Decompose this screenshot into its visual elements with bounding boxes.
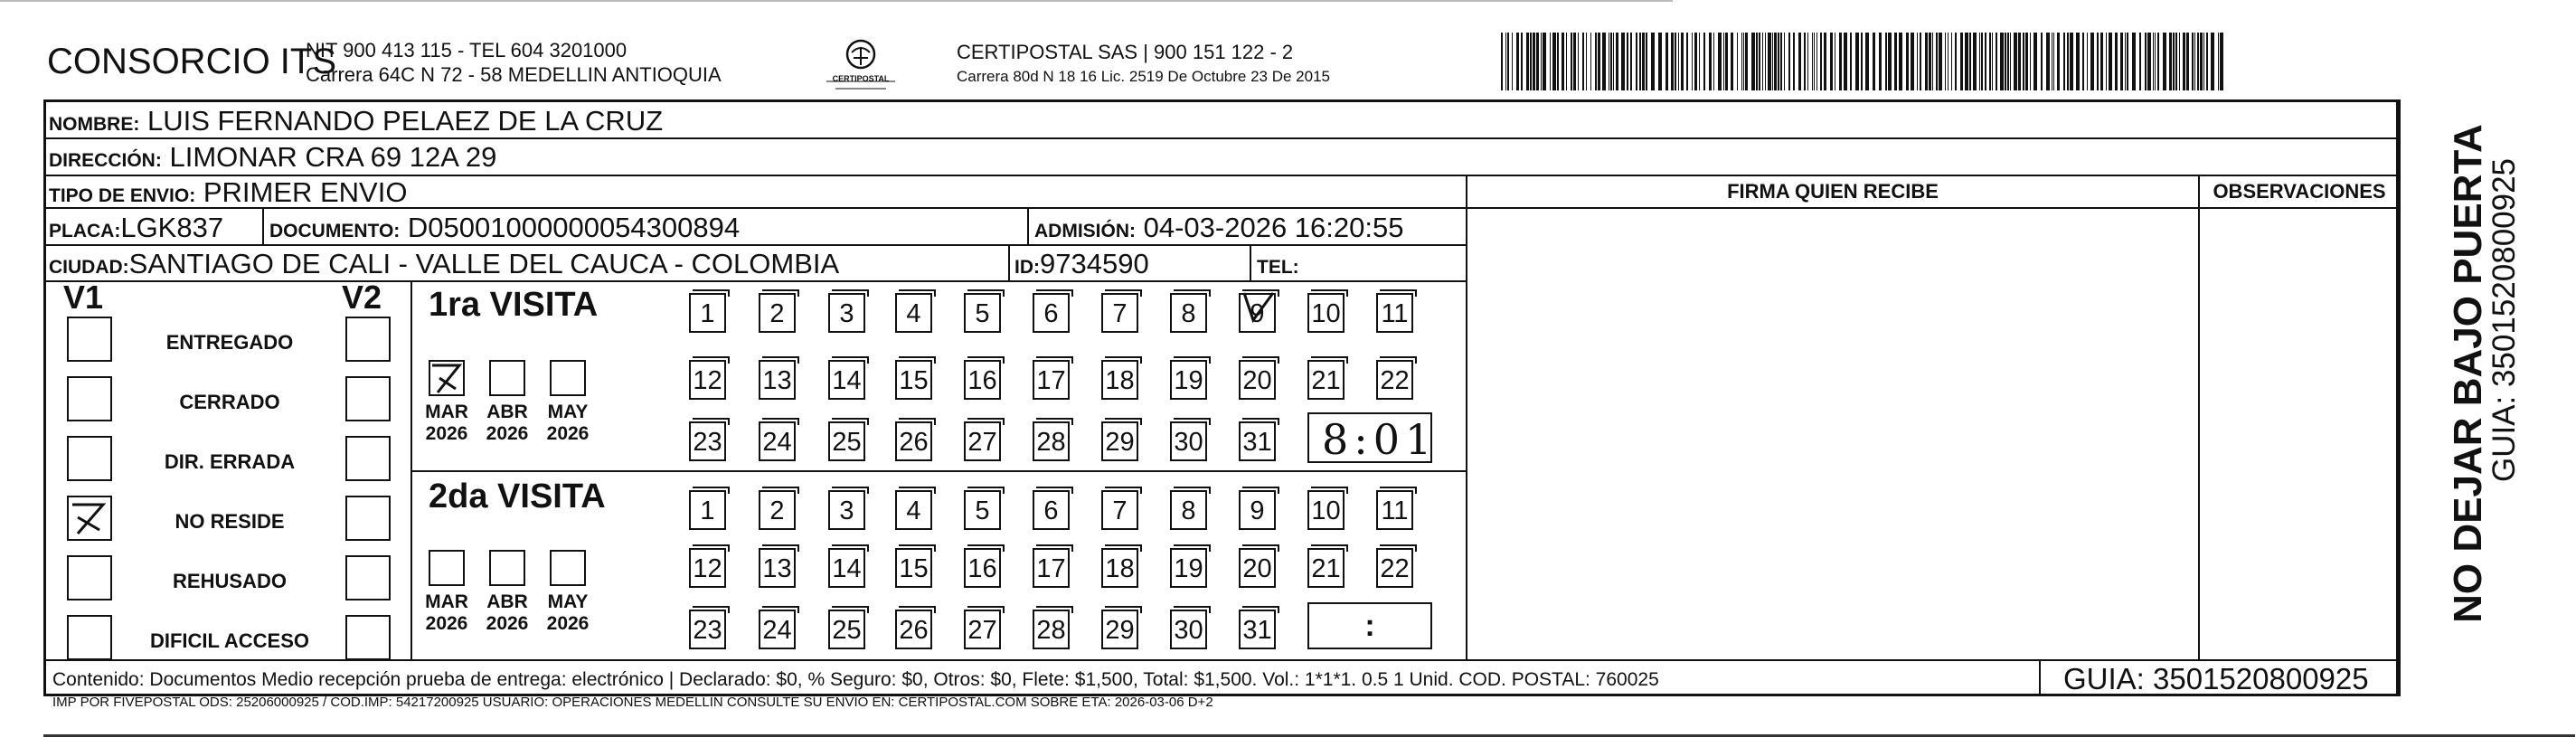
certipostal-info	[957, 40, 1330, 89]
day-box[interactable]: 18	[1101, 548, 1138, 588]
month-checkbox[interactable]	[429, 360, 465, 396]
documento-cell	[269, 212, 740, 244]
placa-value: LGK837	[120, 212, 224, 243]
id-value: 9734590	[1040, 248, 1149, 279]
day-box[interactable]: 30	[1170, 421, 1207, 461]
day-box[interactable]: 16	[964, 360, 1001, 400]
nit-line: NIT 900 413 115 - TEL 604 3201000	[306, 39, 627, 61]
tipo-envio-value: PRIMER ENVIO	[203, 176, 408, 208]
day-box[interactable]: 3	[828, 293, 865, 333]
company-name: CONSORCIO ITS	[47, 42, 337, 81]
nombre-label: NOMBRE:	[49, 114, 140, 135]
side-panel	[2414, 109, 2523, 651]
v1-checkbox[interactable]	[67, 376, 112, 421]
month-name: ABR	[486, 402, 528, 422]
day-box[interactable]: 22	[1376, 360, 1413, 400]
logo-text: CERTIPOSTAL	[832, 74, 890, 83]
status-label: DIFICIL ACCESO	[149, 629, 309, 652]
visit2-hour-box[interactable]: :	[1307, 602, 1432, 649]
company-address: Carrera 64C N 72 - 58 MEDELLIN ANTIOQUIA	[306, 63, 722, 86]
day-box[interactable]: 5	[964, 490, 1001, 530]
day-box[interactable]: 17	[1033, 548, 1070, 588]
day-box[interactable]: 21	[1307, 548, 1345, 588]
v2-checkbox[interactable]	[345, 376, 391, 421]
visit2-title: 2da VISITA	[429, 478, 606, 515]
month-label	[420, 591, 474, 635]
month-checkbox[interactable]	[550, 360, 586, 396]
tel-cell	[1257, 248, 1299, 280]
v2-header: V2	[342, 279, 382, 316]
nombre-row	[49, 105, 663, 137]
visit1-title: 1ra VISITA	[429, 286, 599, 324]
day-box[interactable]: 28	[1033, 610, 1070, 649]
month-name: ABR	[486, 591, 528, 612]
visit1-hour: 8:01	[1322, 415, 1438, 464]
status-label: REHUSADO	[173, 570, 287, 592]
status-label: ENTREGADO	[165, 331, 294, 354]
day-box[interactable]: 10	[1307, 490, 1345, 530]
day-box[interactable]: 1	[689, 490, 726, 530]
documento-value: D05001000000054300894	[407, 212, 741, 243]
certipostal-logo	[814, 36, 908, 94]
day-box[interactable]: 1	[689, 293, 726, 333]
day-box[interactable]: 11	[1376, 293, 1413, 333]
handwritten-check-mark	[1241, 288, 1277, 338]
month-year: 2026	[546, 423, 590, 444]
day-box[interactable]: 3	[828, 490, 865, 530]
day-box[interactable]: 25	[828, 421, 865, 461]
day-box[interactable]: 7	[1101, 293, 1138, 333]
day-box[interactable]: 31	[1239, 610, 1276, 649]
day-box[interactable]: 28	[1033, 421, 1070, 461]
month-name: MAR	[425, 402, 468, 422]
documento-label: DOCUMENTO:	[269, 221, 401, 241]
company-info	[306, 38, 722, 87]
scan-edge	[43, 734, 2575, 737]
admision-label: ADMISIÓN:	[1034, 221, 1136, 241]
tipo-envio-label: TIPO DE ENVIO:	[49, 185, 196, 206]
month-year: 2026	[425, 613, 468, 634]
side-guia: GUIA: 3501520800925	[2486, 157, 2522, 483]
day-box[interactable]: 20	[1239, 548, 1276, 588]
v2-checkbox[interactable]	[345, 555, 391, 600]
observations-area[interactable]	[2200, 209, 2399, 657]
col-divider	[1250, 244, 1251, 280]
admision-cell	[1034, 212, 1403, 244]
day-box[interactable]: 16	[964, 548, 1001, 588]
day-box[interactable]: 5	[964, 293, 1001, 333]
col-divider	[1027, 207, 1029, 244]
row-divider	[43, 137, 2399, 139]
day-box[interactable]: 23	[689, 421, 726, 461]
month-year: 2026	[425, 423, 468, 444]
day-box[interactable]: 14	[828, 360, 865, 400]
month-checkbox[interactable]	[489, 550, 525, 586]
day-box[interactable]: 24	[759, 421, 796, 461]
direccion-value: LIMONAR CRA 69 12A 29	[169, 141, 497, 173]
day-box[interactable]: 25	[828, 610, 865, 649]
ciudad-label: CIUDAD:	[49, 257, 129, 278]
v2-checkbox[interactable]	[345, 496, 391, 541]
status-label: NO RESIDE	[175, 510, 285, 533]
v2-checkbox[interactable]	[345, 436, 391, 481]
day-box[interactable]: 4	[895, 490, 932, 530]
day-box[interactable]: 10	[1307, 293, 1345, 333]
day-box[interactable]: 2	[759, 490, 796, 530]
month-checkbox[interactable]	[489, 360, 525, 396]
certipostal-license: Carrera 80d N 18 16 Lic. 2519 De Octubre 23 De 2015	[957, 68, 1330, 85]
month-name: MAR	[425, 591, 468, 612]
day-box[interactable]: 19	[1170, 548, 1207, 588]
barcode	[1501, 33, 2224, 90]
placa-cell	[49, 212, 223, 244]
day-box[interactable]: 20	[1239, 360, 1276, 400]
row-divider	[43, 244, 1466, 246]
day-box[interactable]: 19	[1170, 360, 1207, 400]
col-divider	[410, 280, 412, 659]
tel-label: TEL:	[1257, 257, 1299, 278]
day-box[interactable]: 9	[1239, 490, 1276, 530]
visit-divider	[410, 470, 1466, 472]
certipostal-line: CERTIPOSTAL SAS | 900 151 122 - 2	[957, 41, 1294, 63]
col-divider	[2039, 659, 2041, 696]
day-box[interactable]: 27	[964, 610, 1001, 649]
id-cell	[1014, 248, 1149, 280]
col-divider	[262, 207, 264, 244]
day-box[interactable]: 30	[1170, 610, 1207, 649]
v1-checkbox[interactable]	[67, 317, 112, 362]
day-box[interactable]: 14	[828, 548, 865, 588]
day-box[interactable]: 26	[895, 610, 932, 649]
row-divider	[43, 280, 1466, 282]
footer-print-info: IMP POR FIVEPOSTAL ODS: 25206000925 / COD.IMP: 54217200925 USUARIO: OPERACIONES MEDELLIN CONSULTE SU ENVIO EN: CERTIPOSTAL.COM SOBRE ETA: 2026-03-06 D+2	[52, 695, 1213, 710]
footer-divider	[43, 659, 2399, 661]
direccion-label: DIRECCIÓN:	[49, 150, 162, 171]
day-box[interactable]: 13	[759, 548, 796, 588]
observaciones-header: OBSERVACIONES	[2213, 180, 2386, 203]
id-label: ID:	[1014, 257, 1040, 278]
month-label	[480, 402, 534, 445]
month-checkbox[interactable]	[550, 550, 586, 586]
day-box[interactable]: 15	[895, 360, 932, 400]
day-box[interactable]: 8	[1170, 293, 1207, 333]
direccion-row	[49, 141, 496, 174]
tipo-envio-row	[49, 176, 407, 209]
month-label	[420, 402, 474, 445]
v1-checkbox[interactable]	[67, 496, 112, 541]
day-box[interactable]: 7	[1101, 490, 1138, 530]
signature-area[interactable]	[1467, 209, 2198, 657]
status-label: DIR. ERRADA	[164, 450, 296, 473]
v2-checkbox[interactable]	[345, 317, 391, 362]
status-label: CERRADO	[179, 391, 280, 413]
day-box[interactable]: 23	[689, 610, 726, 649]
day-box[interactable]: 29	[1101, 421, 1138, 461]
month-label	[480, 591, 534, 635]
day-box[interactable]: 22	[1376, 548, 1413, 588]
firma-header: FIRMA QUIEN RECIBE	[1727, 180, 1939, 203]
ciudad-cell	[49, 248, 839, 280]
admision-value: 04-03-2026 16:20:55	[1143, 212, 1404, 243]
day-box[interactable]: 11	[1376, 490, 1413, 530]
no-dejar-warning: NO DEJAR BAJO PUERTA	[2446, 124, 2490, 623]
placa-label: PLACA:	[49, 221, 121, 241]
nombre-value: LUIS FERNANDO PELAEZ DE LA CRUZ	[146, 105, 664, 137]
day-box[interactable]: 21	[1307, 360, 1345, 400]
col-divider	[2399, 99, 2401, 696]
scan-edge	[0, 0, 1673, 2]
day-box[interactable]: 6	[1033, 293, 1070, 333]
month-year: 2026	[486, 423, 529, 444]
v1-checkbox[interactable]	[67, 555, 112, 600]
day-box[interactable]: 18	[1101, 360, 1138, 400]
day-box[interactable]: 8	[1170, 490, 1207, 530]
month-name: MAY	[547, 402, 589, 422]
month-year: 2026	[546, 613, 590, 634]
day-box[interactable]: 15	[895, 548, 932, 588]
ciudad-value: SANTIAGO DE CALI - VALLE DEL CAUCA - COLOMBIA	[128, 248, 840, 279]
day-box[interactable]: 29	[1101, 610, 1138, 649]
visit1-hour-box[interactable]	[1307, 412, 1438, 464]
day-box[interactable]: 26	[895, 421, 932, 461]
col-divider	[1008, 244, 1010, 280]
day-box[interactable]: 6	[1033, 490, 1070, 530]
v1-header: V1	[63, 279, 104, 316]
day-box[interactable]: 13	[759, 360, 796, 400]
day-box[interactable]: 2	[759, 293, 796, 333]
day-box[interactable]: 17	[1033, 360, 1070, 400]
day-box[interactable]: 12	[689, 360, 726, 400]
footer-contents: Contenido: Documentos Medio recepción prueba de entrega: electrónico | Declarado: $0, % Seguro: $0, Otros: $0, Flete: $1,500, Total: $1,500. Vol.: 1*1*1. 0.5 1 Unid. COD. POSTAL: 760025	[52, 669, 1659, 690]
day-box[interactable]: 4	[895, 293, 932, 333]
month-name: MAY	[547, 591, 589, 612]
footer-guia: GUIA: 3501520800925	[2063, 662, 2369, 695]
month-checkbox[interactable]	[429, 550, 465, 586]
month-year: 2026	[486, 613, 529, 634]
month-label	[541, 591, 595, 635]
day-box[interactable]: 27	[964, 421, 1001, 461]
day-box[interactable]: 9	[1239, 293, 1276, 333]
v1-checkbox[interactable]	[67, 615, 112, 660]
v2-checkbox[interactable]	[345, 615, 391, 660]
day-box[interactable]: 31	[1239, 421, 1276, 461]
v1-checkbox[interactable]	[67, 436, 112, 481]
month-label	[541, 402, 595, 445]
day-box[interactable]: 12	[689, 548, 726, 588]
day-box[interactable]: 24	[759, 610, 796, 649]
